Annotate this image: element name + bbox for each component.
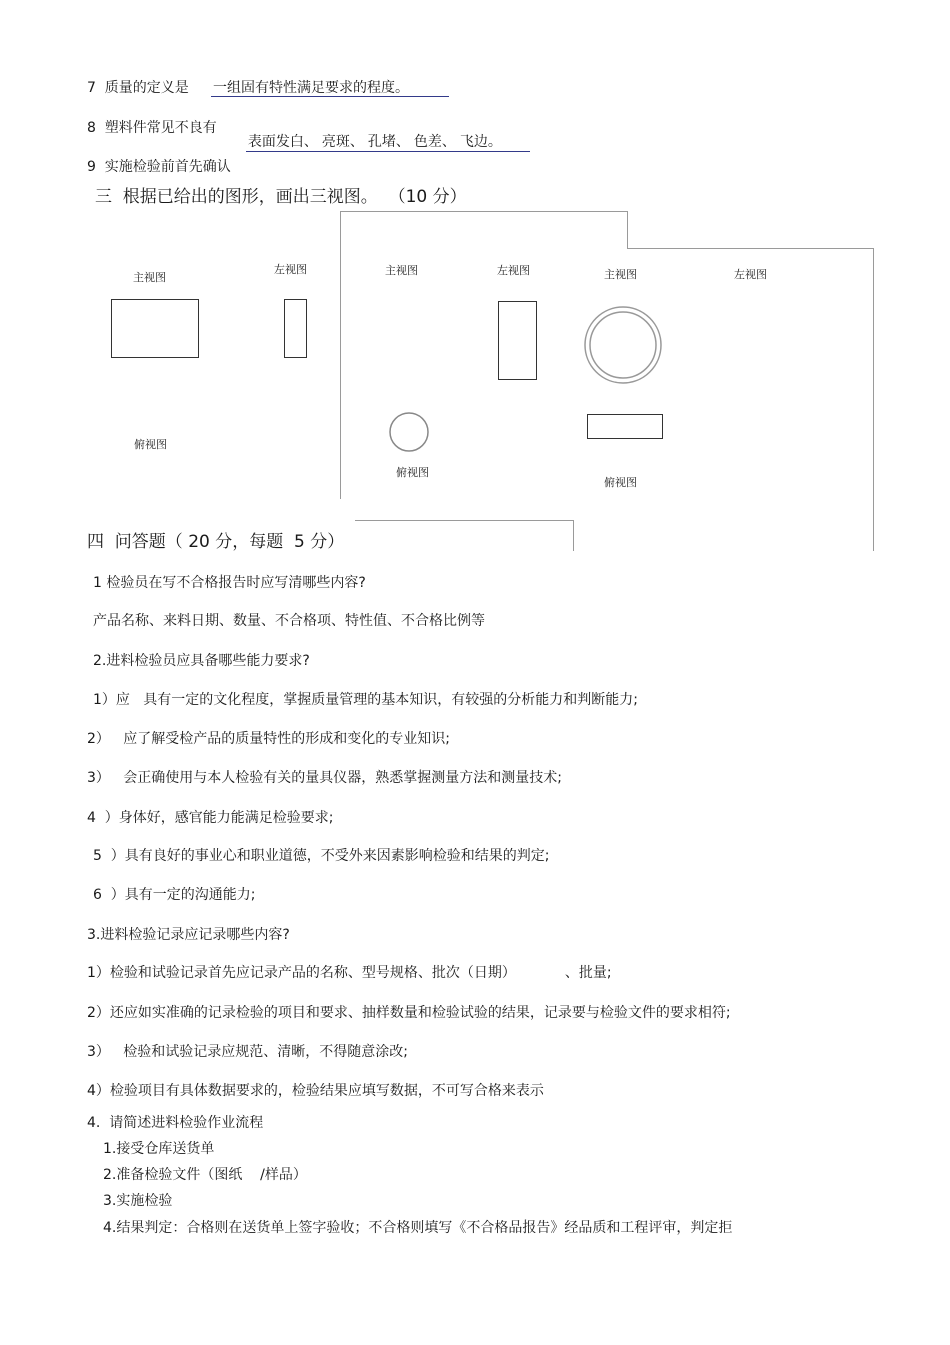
s4-q2-item-4: 4 ）身体好，感官能力能满足检验要求; [87,810,334,826]
fig2-left-label: 左视图 [497,264,530,277]
s4-q1-question: 1 检验员在写不合格报告时应写清哪些内容? [93,575,366,591]
fig3-front-outer-circle [585,307,661,383]
s4-q2-item-2: 2） 应了解受检产品的质量特性的形成和变化的专业知识; [87,731,450,747]
q8-answer-3: 孔堵、 [367,134,410,150]
q8-prefix: 8 塑料件常见不良有 [87,120,217,136]
section4-title: 四 问答题（ 20 分，每题 5 分） [87,532,345,552]
fig3-front-inner-circle [590,312,656,378]
s4-q3-item-1: 1）检验和试验记录首先应记录产品的名称、型号规格、批次（日期） 、批量; [87,965,612,981]
s4-q2-question: 2.进料检验员应具备哪些能力要求? [93,653,310,669]
s4-q4-step-2: 2.准备检验文件（图纸 /样品） [103,1167,307,1183]
fig2-top-circle [390,413,428,451]
section3-title: 三 根据已给出的图形，画出三视图。 （10 分） [95,187,467,207]
s4-q3-item-2: 2）还应如实准确的记录检验的项目和要求、抽样数量和检验试验的结果，记录要与检验文件的要求相符; [87,1005,731,1021]
s4-q2-item-1: 1）应 具有一定的文化程度，掌握质量管理的基本知识，有较强的分析能力和判断能力; [93,692,638,708]
s4-q4-step-4: 4.结果判定：合格则在送货单上签字验收；不合格则填写《不合格品报告》经品质和工程评审，判定拒 [103,1220,733,1236]
q9-prefix: 9 实施检验前首先确认 [87,159,231,175]
q8-answer-1: 表面发白、 [247,134,318,150]
s4-q4-step-3: 3.实施检验 [103,1193,173,1209]
q8-answer-5: 飞边。 [458,134,530,152]
q8-answer-2: 亮斑、 [321,134,364,150]
fig1-front-label: 主视图 [133,271,166,284]
fig3-front-label: 主视图 [604,268,637,281]
s4-q1-answer: 产品名称、来料日期、数量、不合格项、特性值、不合格比例等 [93,613,485,629]
s4-q2-item-3: 3） 会正确使用与本人检验有关的量具仪器，熟悉掌握测量方法和测量技术; [87,770,562,786]
s4-q3-question: 3.进料检验记录应记录哪些内容? [87,927,290,943]
fig2-front-label: 主视图 [385,264,418,277]
q7-answer: 一组固有特性满足要求的程度。 [211,81,449,97]
s4-q3-item-3: 3） 检验和试验记录应规范、清晰，不得随意涂改; [87,1044,408,1060]
q7-prefix: 7 质量的定义是 [87,80,189,96]
s4-q4-question: 4. 请简述进料检验作业流程 [87,1115,264,1131]
fig1-top-label: 俯视图 [134,438,167,451]
fig3-left-label: 左视图 [734,268,767,281]
fig3-top-label: 俯视图 [604,476,637,489]
q8-answer-4: 色差、 [413,134,456,150]
fig1-left-label: 左视图 [274,263,307,276]
fig2-top-label: 俯视图 [396,466,429,479]
s4-q3-item-4: 4）检验项目有具体数据要求的，检验结果应填写数据，不可写合格来表示 [87,1083,544,1099]
s4-q4-step-1: 1.接受仓库送货单 [103,1141,215,1157]
s4-q2-item-6: 6 ）具有一定的沟通能力; [93,887,256,903]
s4-q2-item-5: 5 ）具有良好的事业心和职业道德，不受外来因素影响检验和结果的判定; [93,848,550,864]
